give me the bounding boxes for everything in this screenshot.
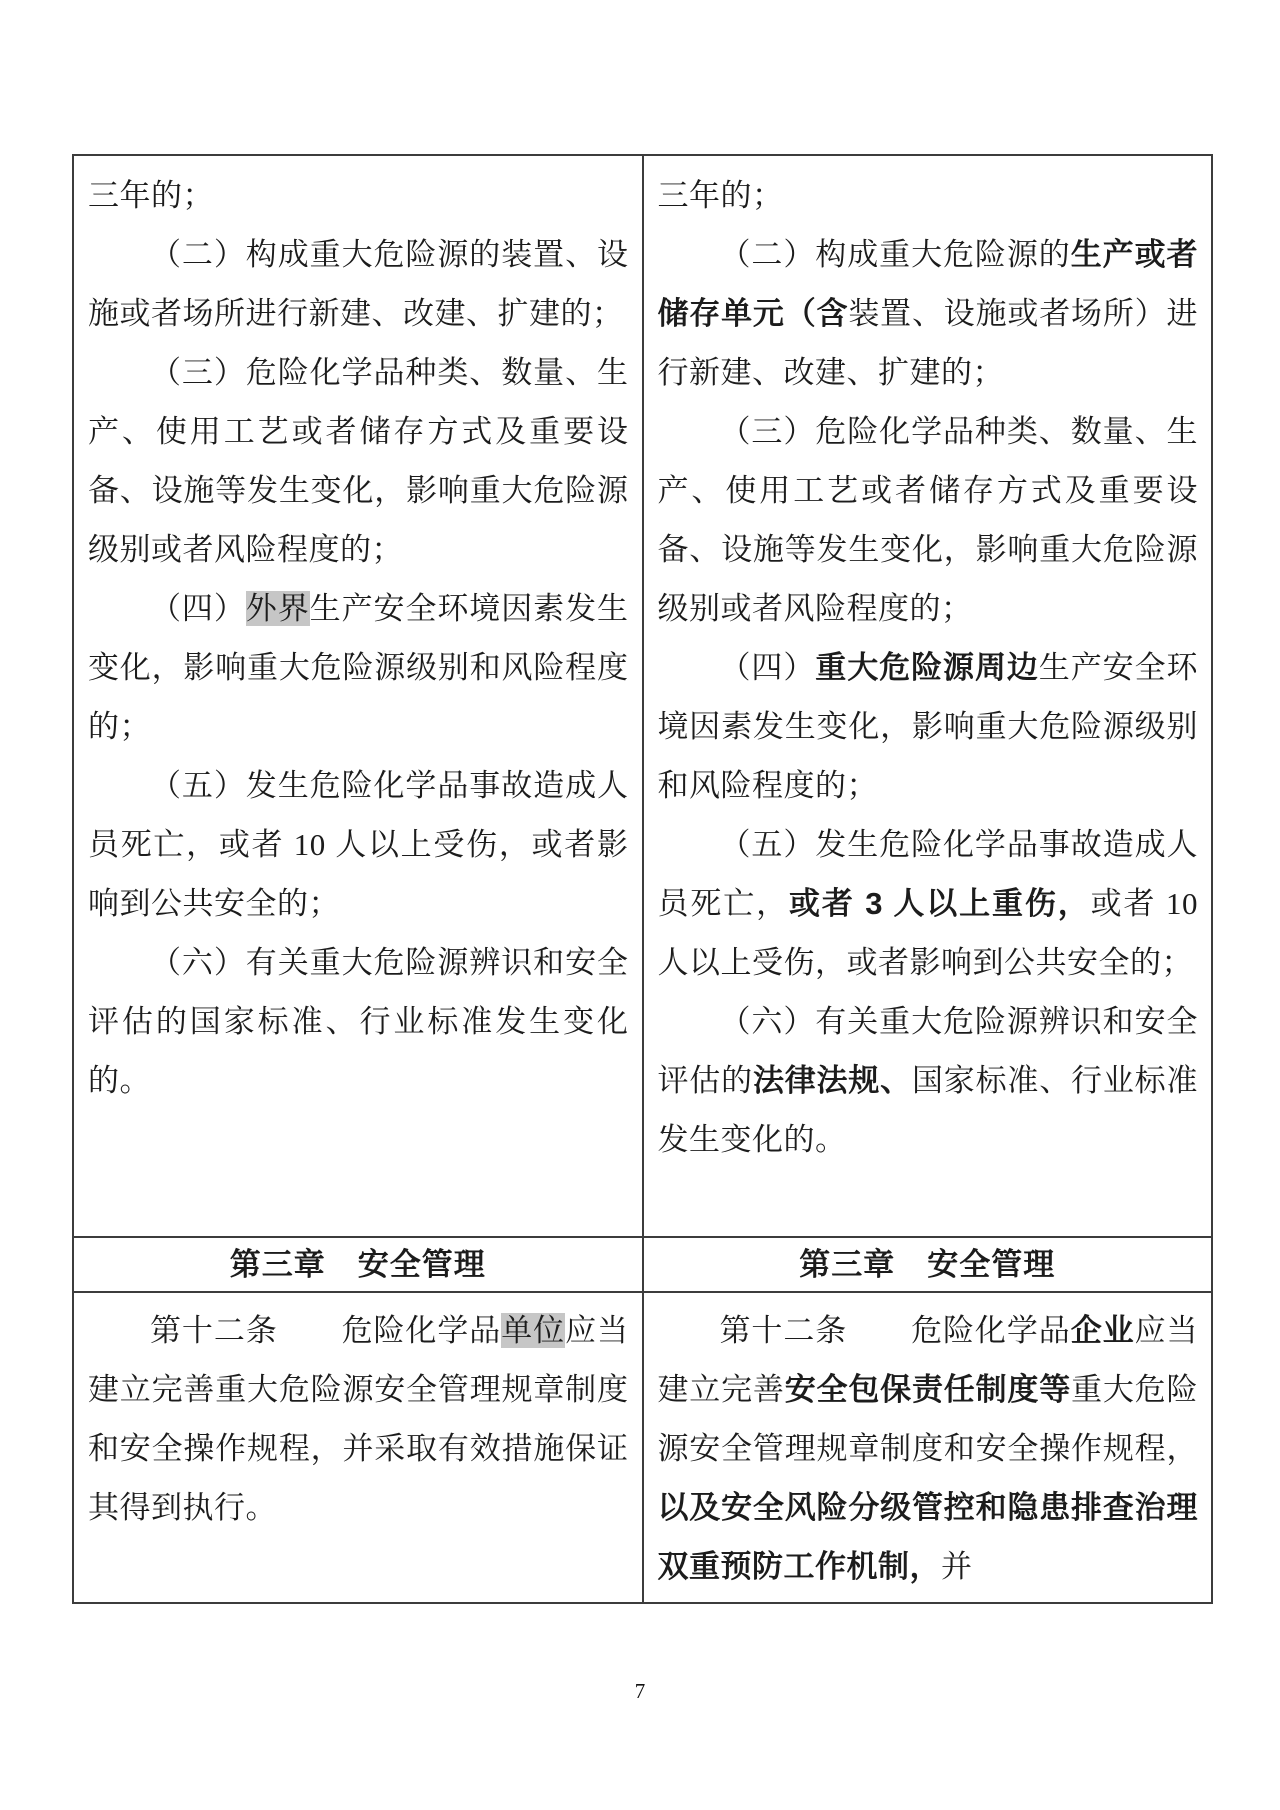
paragraph	[88, 343, 629, 579]
paragraph	[658, 1301, 1199, 1596]
text-segment: 国家标准、行业标准发生变化的。	[657, 1063, 1198, 1157]
table-row	[73, 155, 1212, 1237]
paragraph	[88, 756, 629, 933]
text-segment: 第十二条 危险化学品	[150, 1313, 502, 1348]
chapter-heading-new: 第三章 安全管理	[643, 1237, 1213, 1292]
paragraph	[88, 1301, 629, 1537]
paragraph	[658, 992, 1199, 1169]
old-version-cell	[73, 155, 643, 1237]
highlighted-text: 外界	[245, 591, 310, 626]
text-segment: （六）有关重大危险源辨识和安全评估的	[657, 1004, 1198, 1098]
text-segment: 三年的；	[88, 178, 214, 213]
table-row	[73, 1292, 1212, 1603]
paragraph	[658, 815, 1199, 992]
text-segment: （二）构成重大危险源的	[719, 237, 1071, 272]
paragraph	[88, 225, 629, 343]
text-segment: 生产安全环境因素发生变化，影响重大危险源级别和风险程度的；	[657, 650, 1199, 803]
regulation-comparison-table	[72, 154, 1213, 1604]
text-segment: （五）发生危险化学品事故造成人员死亡，或者 10 人以上受伤，或者影响到公共安全的；	[88, 768, 629, 921]
text-segment: （二）构成重大危险源的装置、设施或者场所进行新建、改建、扩建的；	[88, 237, 629, 331]
inserted-bold-text: 重大危险源周边	[815, 650, 1039, 685]
inserted-bold-text: 或者 3 人以上重伤，	[788, 886, 1091, 921]
inserted-bold-text: 法律法规、	[752, 1063, 912, 1098]
text-segment: 三年的；	[657, 178, 784, 213]
text-segment: 或者 10 人以上受伤，或者影响到公共安全的；	[657, 886, 1199, 980]
page-number: 7	[634, 1679, 646, 1703]
paragraph	[658, 166, 1199, 225]
text-segment: 第十二条 危险化学品	[719, 1313, 1071, 1348]
paragraph	[658, 638, 1199, 815]
text-segment: （三）危险化学品种类、数量、生产、使用工艺或者储存方式及重要设备、设施等发生变化，影响重大危险源级别或者风险程度的；	[88, 355, 629, 567]
new-article-cell	[643, 1292, 1213, 1603]
highlighted-text: 单位	[501, 1313, 566, 1348]
paragraph	[88, 933, 629, 1110]
text-segment: 应当建立完善重大危险源安全管理规章制度和安全操作规程，并采取有效措施保证其得到执行。	[88, 1313, 629, 1525]
text-segment: （四）	[150, 591, 246, 626]
paragraph	[88, 166, 629, 225]
text-segment: 生产安全环境因素发生变化，影响重大危险源级别和风险程度的；	[88, 591, 629, 744]
text-segment: （五）发生危险化学品事故造成人员死亡，	[657, 827, 1198, 921]
text-segment: 装置、设施或者场所）进行新建、改建、扩建的；	[657, 296, 1198, 390]
text-segment: （六）有关重大危险源辨识和安全评估的国家标准、行业标准发生变化的。	[88, 945, 629, 1098]
paragraph	[658, 225, 1199, 402]
table-row	[73, 1237, 1212, 1292]
old-article-cell	[73, 1292, 643, 1603]
inserted-bold-text: 企业	[1070, 1313, 1135, 1348]
inserted-bold-text: 生产或者储存单元（含	[657, 237, 1199, 331]
paragraph	[658, 402, 1199, 638]
text-segment: 应当建立完善	[657, 1313, 1199, 1407]
chapter-heading-old: 第三章 安全管理	[73, 1237, 643, 1292]
text-segment: 重大危险源安全管理规章制度和安全操作规程，	[657, 1372, 1198, 1466]
inserted-bold-text: 安全包保责任制度等	[784, 1372, 1072, 1407]
inserted-bold-text: 以及安全风险分级管控和隐患排查治理双重预防工作机制，	[657, 1490, 1198, 1584]
new-version-cell	[643, 155, 1213, 1237]
text-segment: （四）	[719, 650, 816, 685]
paragraph	[88, 579, 629, 756]
text-segment: （三）危险化学品种类、数量、生产、使用工艺或者储存方式及重要设备、设施等发生变化，影响重大危险源级别或者风险程度的；	[657, 414, 1198, 626]
text-segment: 并	[941, 1549, 973, 1584]
